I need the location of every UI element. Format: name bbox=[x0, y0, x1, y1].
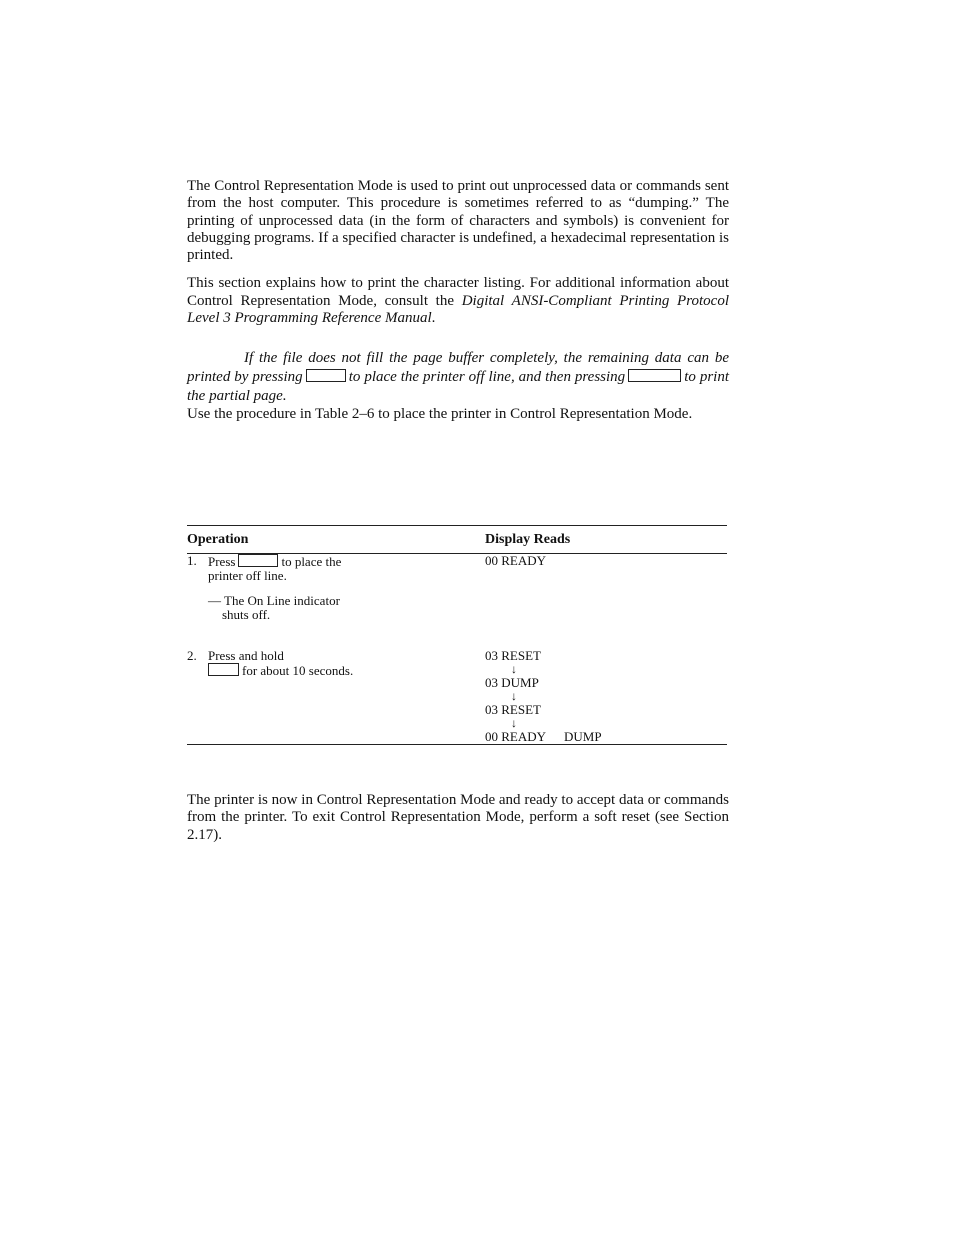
display-ready-dump bbox=[485, 730, 727, 744]
note-paragraph bbox=[187, 349, 729, 406]
step-2-display bbox=[485, 649, 727, 745]
intro-paragraph-1: The Control Representation Mode is used to print out unprocessed data or commands sent from the host computer. This procedure is sometimes referred to as “dumping.” The printing of unprocessed data (in the form of characters and symbols) is convenient for debugging programs. If a specified character is undefined, a hexadecimal representation is printed. bbox=[187, 178, 729, 264]
down-arrow-icon: ↓ bbox=[511, 662, 517, 676]
display-reset: 03 RESET bbox=[485, 648, 541, 663]
step-1-operation bbox=[187, 554, 485, 650]
step-1-substep: — The On Line indicator shuts off. bbox=[208, 593, 340, 622]
intro-paragraph-2-start: This section explains how to print the character listing. For additional information about Control Representation Mode, consult the bbox=[187, 275, 729, 309]
step-2-after-key: for about 10 seconds. bbox=[242, 663, 354, 678]
online-key-icon bbox=[306, 369, 346, 382]
document-body bbox=[187, 178, 729, 435]
display-dump-extra: DUMP bbox=[564, 729, 602, 744]
conclusion-section bbox=[187, 792, 729, 855]
display-dump: 03 DUMP bbox=[485, 675, 539, 690]
step-number: 1. bbox=[187, 553, 197, 568]
step-1-after-key: to place the printer off line. bbox=[208, 554, 342, 583]
form-feed-key-icon bbox=[628, 369, 681, 382]
procedure-intro: Use the procedure in Table 2–6 to place the printer in Control Representation Mode. bbox=[187, 406, 693, 423]
step-2-press: Press and hold bbox=[208, 648, 284, 663]
display-ready: 00 READY bbox=[485, 729, 547, 744]
note-part-1: If the file does not fill the page buffer completely, the remaining data can be printed by pressing bbox=[187, 350, 729, 386]
test-key-icon bbox=[208, 663, 239, 676]
step-1-display: 00 READY bbox=[485, 553, 547, 568]
display-reset-2: 03 RESET bbox=[485, 702, 541, 717]
intro-paragraph-2-end: . bbox=[431, 310, 436, 327]
step-1-press: Press bbox=[208, 554, 236, 569]
conclusion-paragraph: The printer is now in Control Representation Mode and ready to accept data or commands from the printer. To exit Control Representation Mode, perform a soft reset (see Section 2.17). bbox=[187, 792, 729, 843]
step-2-operation bbox=[187, 649, 485, 745]
note-part-2: to place the printer off line, and then pressing bbox=[348, 369, 626, 386]
step-number: 2. bbox=[187, 648, 197, 663]
down-arrow-icon: ↓ bbox=[511, 689, 517, 703]
header-operation: Operation bbox=[187, 526, 485, 554]
table-row bbox=[187, 649, 727, 745]
manual-reference: Digital ANSI-Compliant Printing Protocol Level 3 Programming Reference Manual bbox=[187, 292, 729, 327]
procedure-table bbox=[187, 525, 727, 745]
intro-paragraph-2 bbox=[187, 275, 729, 327]
table-row bbox=[187, 554, 727, 650]
down-arrow-icon: ↓ bbox=[511, 716, 517, 730]
online-key-icon bbox=[238, 554, 278, 567]
note-part-3: to print the partial page. bbox=[187, 369, 729, 405]
header-display-reads: Display Reads bbox=[485, 526, 727, 554]
